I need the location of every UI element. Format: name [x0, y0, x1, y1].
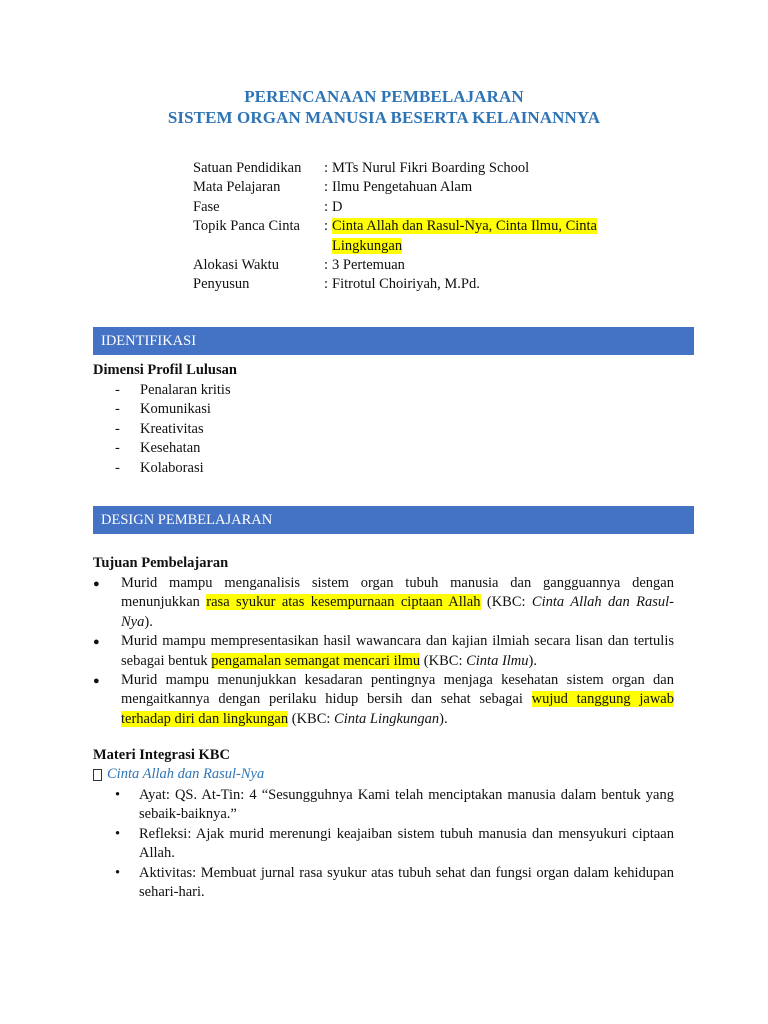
info-row [193, 256, 632, 275]
goal-kbc: Cinta Ilmu [466, 652, 529, 669]
info-value [332, 256, 632, 275]
goal-item [93, 574, 674, 632]
info-colon: : [324, 257, 329, 274]
list-item-text: Kolaborasi [140, 459, 204, 476]
info-value-text: 3 Pertemuan [332, 257, 405, 274]
info-value-text: D [332, 198, 343, 215]
materi-list [115, 786, 674, 902]
bullet-icon: ● [93, 578, 100, 590]
goal-kbc: Cinta Lingkungan [334, 710, 440, 727]
info-label: Mata Pelajaran [193, 179, 281, 196]
info-label: Penyusun [193, 276, 250, 293]
info-value [332, 159, 632, 178]
bullet-icon: ● [93, 675, 100, 688]
info-value [332, 275, 632, 294]
list-item [115, 459, 231, 478]
info-value [332, 178, 632, 197]
section-identifikasi: IDENTIFIKASI [93, 327, 694, 355]
list-item [115, 381, 231, 400]
info-value-text: Cinta Allah dan Rasul-Nya, Cinta Ilmu, Cinta Lingkungan [332, 218, 597, 254]
goal-highlight: pengamalan semangat mencari ilmu [211, 652, 421, 669]
info-value-text: Ilmu Pengetahuan Alam [332, 179, 473, 196]
goal-highlight: rasa syukur atas kesempurnaan ciptaan Allah [206, 594, 481, 611]
goal-text: Murid mampu menunjukkan kesadaran pentingnya menjaga kesehatan sistem organ dan mengaitkannya dengan perilaku hidup bersih dan sehat sebagai wujud tanggung jawab terhadap diri dan lingkungan (KBC: Cinta Lingkungan). [121, 672, 674, 727]
bullet-icon: • [115, 825, 121, 842]
goal-text: Murid mampu mempresentasikan hasil wawancara dan kajian ilmiah secara lisan dan tertulis sebagai bentuk pengamalan semangat mencari ilmu (KBC: Cinta Ilmu). [121, 633, 674, 669]
goal-item [93, 632, 674, 671]
info-value [332, 198, 632, 217]
dash-marker: - [115, 401, 120, 418]
info-label: Topik Panca Cinta [193, 218, 300, 235]
bullet-icon: • [115, 787, 121, 803]
document-title-line1: PERENCANAAN PEMBELAJARAN [244, 87, 524, 106]
materi-subtitle-text: Cinta Allah dan Rasul-Nya [107, 766, 265, 782]
list-item-text: Komunikasi [140, 401, 211, 418]
section-design: DESIGN PEMBELAJARAN [93, 506, 694, 534]
list-item [115, 439, 231, 458]
checkbox-icon [93, 769, 102, 781]
info-colon: : [324, 160, 329, 176]
info-colon: : [324, 179, 329, 196]
dash-marker: - [115, 382, 120, 398]
dash-marker: - [115, 459, 120, 476]
document-title-line2: SISTEM ORGAN MANUSIA BESERTA KELAINANNYA [167, 108, 601, 127]
goal-kbc: Cinta Allah dan Rasul-Nya [121, 594, 674, 630]
info-colon: : [324, 218, 329, 235]
dash-marker: - [115, 420, 120, 437]
materi-item [115, 825, 674, 864]
info-row [193, 159, 632, 178]
profil-list [115, 381, 231, 478]
tujuan-heading: Tujuan Pembelajaran [93, 555, 229, 571]
info-value-text: Fitrotul Choiriyah, M.Pd. [332, 276, 480, 293]
list-item-text: Kreativitas [140, 420, 204, 437]
goal-text: Murid mampu menganalisis sistem organ tubuh manusia dan gangguannya dengan menunjukkan rasa syukur atas kesempurnaan ciptaan Allah (KBC: Cinta Allah dan Rasul-Nya). [121, 575, 674, 630]
info-row [193, 217, 632, 256]
list-item-text: Kesehatan [140, 440, 201, 457]
bullet-icon: • [115, 864, 121, 881]
list-item [115, 400, 231, 419]
info-value-text: MTs Nurul Fikri Boarding School [332, 160, 530, 176]
profil-heading: Dimensi Profil Lulusan [93, 362, 237, 378]
list-item-text: Penalaran kritis [140, 382, 231, 398]
bullet-icon: ● [93, 636, 100, 649]
info-label: Satuan Pendidikan [193, 160, 302, 176]
materi-item-text: Refleksi: Ajak murid merenungi keajaiban sistem tubuh manusia dan mensyukuri ciptaan Allah. [139, 825, 674, 862]
info-table [193, 159, 632, 295]
info-row [193, 198, 632, 217]
info-label: Alokasi Waktu [193, 257, 279, 274]
info-value [332, 217, 632, 256]
tujuan-list [93, 574, 674, 729]
materi-item-text: Ayat: QS. At-Tin: 4 “Sesungguhnya Kami telah menciptakan manusia dalam bentuk yang sebaik-baiknya.” [139, 787, 674, 823]
materi-subtitle [93, 766, 264, 783]
materi-item-text: Aktivitas: Membuat jurnal rasa syukur atas tubuh sehat dan fungsi organ dalam kehidupan sehari-hari. [139, 864, 674, 901]
materi-heading: Materi Integrasi KBC [93, 747, 230, 763]
info-row [193, 178, 632, 197]
goal-highlight: wujud tanggung jawab terhadap diri dan lingkungan [121, 691, 674, 727]
info-row [193, 275, 632, 294]
materi-item [115, 786, 674, 825]
info-label: Fase [193, 198, 220, 215]
materi-item [115, 864, 674, 903]
goal-item [93, 671, 674, 729]
list-item [115, 420, 231, 439]
info-colon: : [324, 276, 329, 293]
info-colon: : [324, 198, 329, 215]
dash-marker: - [115, 440, 120, 457]
